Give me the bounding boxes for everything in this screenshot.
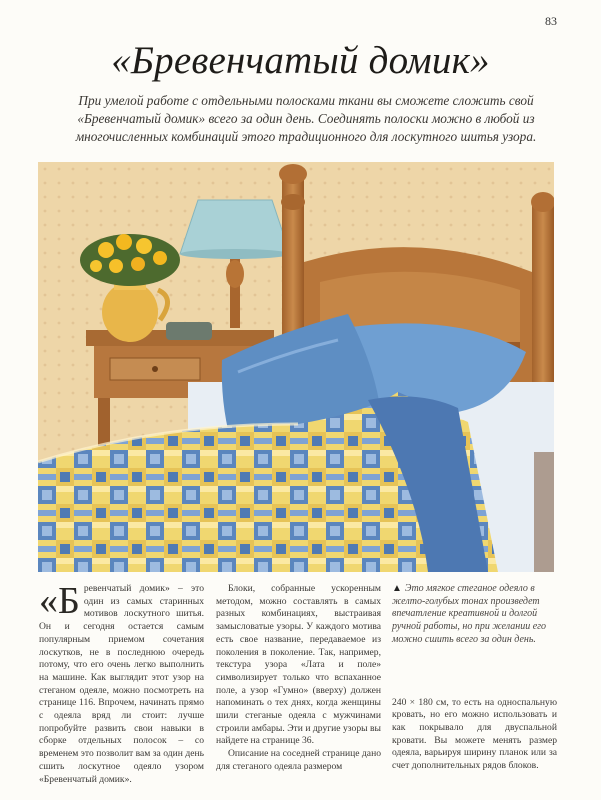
- telephone: [166, 322, 212, 340]
- page-title: «Бревенчатый домик»: [111, 39, 490, 82]
- intro-paragraph: При умелой работе с отдельными полосками ткани вы сможете сложить свой «Бревенчатый домик» всего за один день. Соединять полоски можно в любой из многочисленных комбинаций этого традиционного для лоскутного шитья узора.: [75, 93, 537, 144]
- text-column-3: [392, 583, 557, 773]
- bedroom-photo: [38, 162, 554, 572]
- text-column-2: [216, 583, 381, 774]
- text-column-1: [39, 580, 204, 786]
- photo-caption-text: Это мягкое стеганое одеяло в желто-голубых тонах произведет впечатление креативной и долгой ручной работы, но при желании его можно сшить всего за один день.: [392, 583, 547, 645]
- column-2-paragraph-1: Блоки, собранные ускоренным методом, можно составлять в самых разных комбинациях, выстраивая замысловатые узоры. У каждого мотива есть свое название, передаваемое из поколения в поколение. Так, например, текстура узора «Лата и поле» символизирует только что вспаханное поле, а узор «Гумно» (вверху) должен напоминать о тех днях, когда женщины шили стеганые одеяла с мужчинами строили амбары. Эти и другие узоры вы найдете на странице 36.: [216, 583, 381, 747]
- triangle-icon: ▲: [392, 583, 402, 594]
- drop-cap: «Б: [39, 580, 80, 622]
- bedroom-illustration: [38, 162, 554, 572]
- column-3-text: 240 × 180 см, то есть на односпальную кровать, но его можно использовать и как покрывало для двуспальной кровати. Вы можете менять размер одеяла, варьируя ширину планок или за счет дополнительных рядов блоков.: [392, 696, 557, 772]
- page-number: 83: [545, 14, 557, 28]
- column-1-text: ревенчатый домик» – это один из самых старинных мотивов лоскутного шитья. Он и сегодня остается самым популярным приемом сочетания лоскутков, не в последнюю очередь потому, что его очень легко выполнить на машине. Как выглядит этот узор на стеганом одеяле, можно посмотреть на странице 116. Впрочем, начинать прямо с одеяла вряд ли стоит: лучше попробуйте развить свои навыки в сборке отдельных полосок – со временем это позволит вам за один день сшить лоскутное одеяло узором «Бревенчатый домик».: [39, 583, 204, 785]
- photo-caption: [392, 583, 557, 647]
- column-2-paragraph-2: Описание на соседней странице дано для стеганого одеяла размером: [216, 748, 381, 772]
